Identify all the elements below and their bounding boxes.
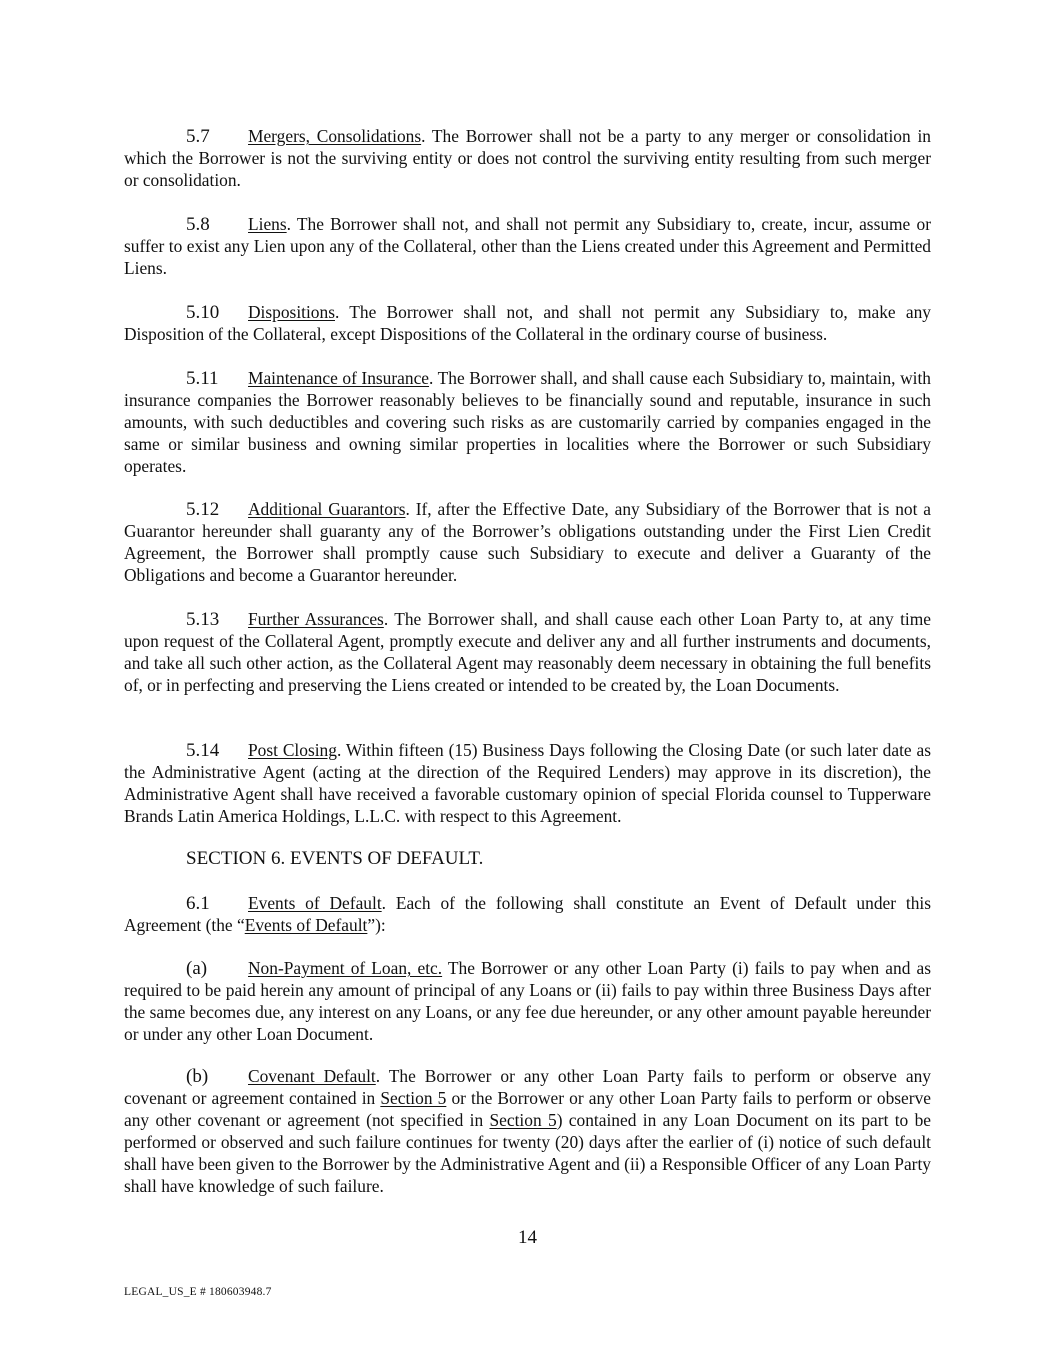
section-5-10 [124, 302, 931, 346]
section-5-12 [124, 499, 931, 587]
section-number: 5.7 [186, 126, 210, 147]
section-number: 5.13 [186, 609, 220, 630]
clause-label: (a) [186, 958, 208, 979]
section-title: Maintenance of Insurance [248, 368, 430, 388]
section-5-8 [124, 214, 931, 280]
section-title: Additional Guarantors [248, 499, 406, 519]
defined-term: Events of Default [244, 914, 368, 935]
section-text: . The Borrower shall, and shall cause each Subsidiary to, maintain, with insurance companies the Borrower reasonably believes to be financially sound and reputable, insurance in such amounts, with such deductibles and covering such risks as are customarily carried by companies engaged in the same or similar business and owning similar properties in localities where the Borrower or such Subsidiary operates. [124, 368, 931, 476]
section-reference: Section 5 [489, 1109, 557, 1130]
section-number: 5.8 [186, 214, 210, 235]
section-number: 5.12 [186, 499, 220, 520]
section-text: . The Borrower shall not, and shall not permit any Subsidiary to, make any Disposition of the Collateral, except Dispositions of the Collateral in the ordinary course of business. [124, 302, 931, 344]
clause-label: (b) [186, 1066, 209, 1087]
section-5-11 [124, 368, 931, 478]
clause-title: Covenant Default [248, 1066, 376, 1086]
clause-text: The Borrower or any other Loan Party (i) fails to pay when and as required to be paid herein any amount of principal of any Loans or (ii) fails to pay within three Business Days after the same becomes due, any interest on any Loans, or any fee due hereunder, or any other amount payable hereunder or under any other Loan Document. [124, 958, 931, 1044]
clause-b [124, 1066, 931, 1197]
section-number: 5.11 [186, 368, 219, 389]
section-title: Post Closing [248, 740, 337, 760]
section-text: . Each of the following shall constitute an Event of Default under this Agreement (the “ [124, 893, 931, 935]
clause-a [124, 958, 931, 1046]
clause-title: Non-Payment of Loan, etc. [248, 958, 443, 978]
section-text-end: ”): [367, 914, 386, 935]
section-text: . The Borrower shall, and shall cause each other Loan Party to, at any time upon request of the Collateral Agent, promptly execute and deliver any and all further instruments and documents, and take all such other action, as the Collateral Agent may reasonably deem necessary in obtaining the full benefits of, or in perfecting and preserving the Liens created or intended to be created by, the Loan Documents. [124, 609, 931, 695]
section-5-13 [124, 609, 931, 697]
section-text: . If, after the Effective Date, any Subsidiary of the Borrower that is not a Guarantor hereunder shall guaranty any of the Borrower’s obligations outstanding under the First Lien Credit Agreement, the Borrower shall promptly cause such Subsidiary to execute and deliver a Guaranty of the Obligations and become a Guarantor hereunder. [124, 499, 931, 585]
section-reference: Section 5 [380, 1087, 447, 1108]
section-6-heading: SECTION 6. EVENTS OF DEFAULT. [186, 848, 484, 869]
page-number: 14 [518, 1227, 537, 1248]
section-number: 5.10 [186, 302, 220, 323]
section-text: . The Borrower shall not be a party to any merger or consolidation in which the Borrower is not the surviving entity or does not control the surviving entity resulting from such merger or consolidation. [124, 126, 931, 190]
section-title: Mergers, Consolidations [248, 126, 422, 146]
clause-text: . The Borrower or any other Loan Party fails to perform or observe any covenant or agreement contained in [124, 1066, 931, 1108]
section-title: Liens [248, 214, 287, 234]
section-title: Events of Default [248, 893, 382, 913]
section-title: Dispositions [248, 302, 335, 322]
document-id-footer: LEGAL_US_E # 180603948.7 [124, 1286, 272, 1298]
clause-text-2: or the Borrower or any other Loan Party fails to perform or observe any other covenant or agreement (not specified in [124, 1087, 931, 1130]
section-5-14 [124, 740, 931, 828]
section-text: . Within fifteen (15) Business Days following the Closing Date (or such later date as the Administrative Agent (acting at the direction of the Required Lenders) may approve in its discretion), the Administrative Agent shall have received a favorable customary opinion of special Florida counsel to Tupperware Brands Latin America Holdings, L.L.C. with respect to this Agreement. [124, 740, 931, 826]
section-5-7 [124, 126, 931, 192]
section-number: 5.14 [186, 740, 220, 761]
section-6-1 [124, 893, 931, 937]
clause-text-3: ) contained in any Loan Document on its part to be performed or observed and such failure continues for twenty (20) days after the earlier of (i) notice of such default shall have been given to the Borrower by the Administrative Agent and (ii) a Responsible Officer of any Loan Party shall have knowledge of such failure. [124, 1109, 932, 1196]
section-text: . The Borrower shall not, and shall not permit any Subsidiary to, create, incur, assume or suffer to exist any Lien upon any of the Collateral, other than the Liens created under this Agreement and Permitted Liens. [124, 214, 931, 278]
section-title: Further Assurances [248, 609, 384, 629]
section-number: 6.1 [186, 893, 210, 914]
